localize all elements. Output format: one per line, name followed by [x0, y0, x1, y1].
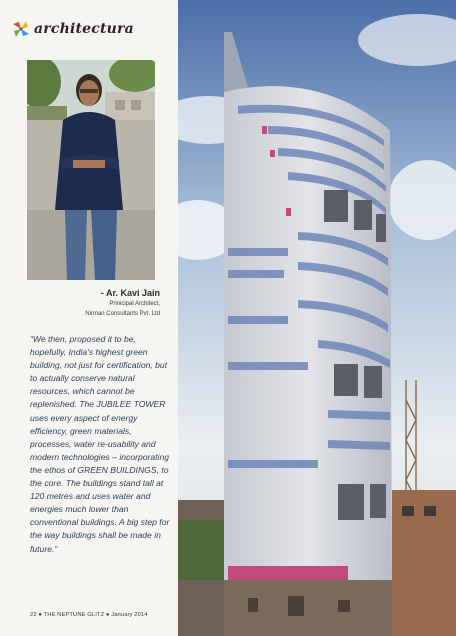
section-title: architectura [34, 21, 134, 37]
jubilee-tower-photo [178, 0, 456, 636]
architect-role: Prinicipal Architect, [109, 301, 160, 307]
page-footer: 22 ● THE NEPTUNE GLITZ ● January 2014 [30, 612, 148, 618]
architect-name: - Ar. Kavi Jain [100, 288, 160, 298]
architect-portrait-photo [27, 60, 155, 280]
architect-company: Nirman Consultants Pvt. Ltd [85, 311, 160, 317]
pull-quote: “We then, proposed it to be, hopefully, India's highest green building, not just for certification, but to actually conserve natural resources, which cannot be replenished. The JUBILEE TOWER uses every aspect of energy efficiency, green materials, processes, water re-usability and modern technologies – incorporating the ethos of GREEN BUILDINGS, to the core. The buildings stand tall at 120 metres and uses water and energies much lower than conventional buildings. A big step for the way buildings shall be made in future.” [30, 334, 170, 554]
pinwheel-logo-icon [10, 18, 32, 40]
left-column [0, 0, 178, 636]
section-header [10, 18, 134, 40]
portrait-caption [30, 288, 160, 318]
